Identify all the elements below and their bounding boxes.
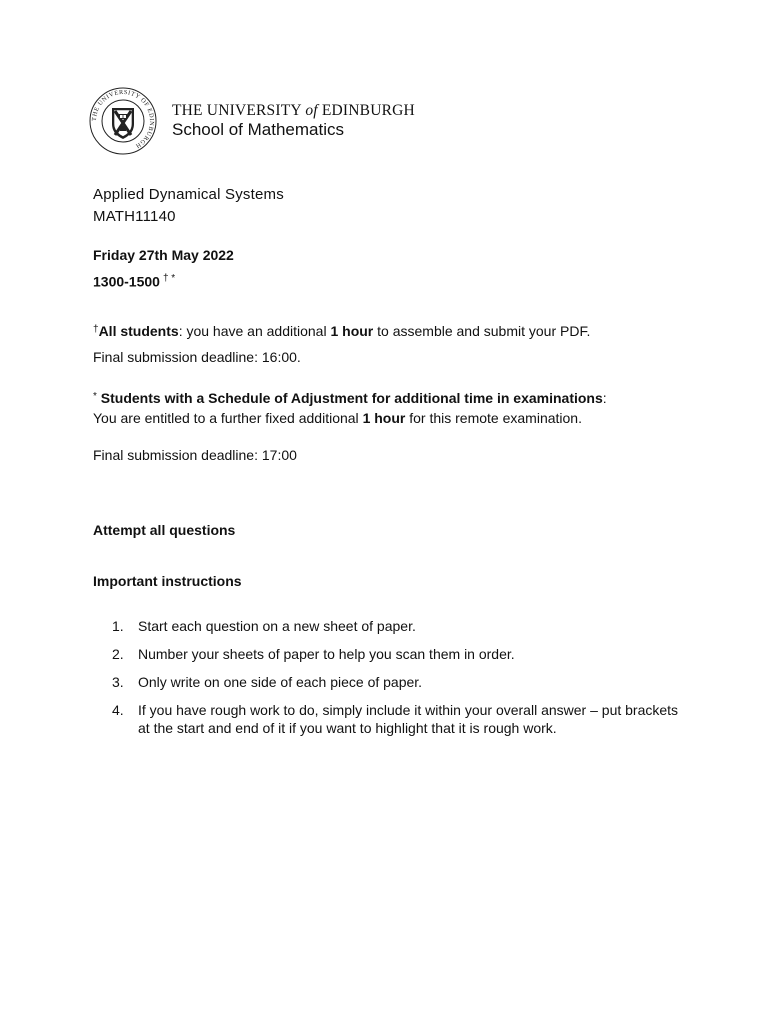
course-title: Applied Dynamical Systems [93, 186, 284, 203]
exam-time-text: 1300-1500 [93, 273, 160, 290]
list-item-text: Only write on one side of each piece of paper. [138, 674, 423, 690]
course-code: MATH11140 [93, 208, 176, 225]
exam-time-marks: † * [162, 273, 176, 284]
university-name-part: EDINBURGH [321, 102, 415, 119]
list-item-number: 1. [112, 618, 124, 634]
university-seal-icon [88, 86, 158, 156]
list-item [112, 617, 692, 635]
all-students-note [93, 320, 590, 341]
list-item [112, 645, 692, 663]
note-text: You are entitled to a further fixed additional [93, 410, 363, 426]
soa-extra-time-bold: 1 hour [362, 410, 406, 426]
list-item-text: Start each question on a new sheet of paper. [138, 618, 416, 634]
soa-label: Students with a Schedule of Adjustment for additional time in examinations [96, 390, 603, 406]
asterisk-mark: * [93, 391, 97, 402]
deadline-standard: Final submission deadline: 16:00. [93, 349, 301, 365]
list-item [112, 701, 692, 737]
soa-body-line [93, 408, 607, 428]
soa-colon: : [602, 390, 607, 406]
exam-date: Friday 27th May 2022 [93, 247, 234, 263]
list-item-number: 2. [112, 646, 124, 662]
attempt-all-heading: Attempt all questions [93, 522, 236, 538]
note-text: to assemble and submit your PDF. [373, 323, 591, 339]
school-name: School of Mathematics [172, 120, 344, 139]
extra-time-bold: 1 hour [330, 323, 374, 339]
list-item-number: 3. [112, 674, 124, 690]
deadline-adjusted: Final submission deadline: 17:00 [93, 447, 297, 463]
exam-time [93, 273, 175, 290]
svg-text:THE UNIVERSITY OF EDINBURGH: THE UNIVERSITY OF EDINBURGH [90, 88, 156, 150]
university-wordmark [172, 102, 415, 140]
note-text: for this remote examination. [405, 410, 582, 426]
note-text: : you have an additional [178, 323, 331, 339]
list-item-text: Number your sheets of paper to help you scan them in order. [138, 646, 515, 662]
soa-note [93, 387, 607, 428]
university-name-part: THE UNIVERSITY [172, 102, 302, 119]
all-students-label: All students [98, 323, 179, 339]
university-name [172, 102, 415, 120]
instructions-list [112, 617, 692, 747]
dagger-mark: † [93, 324, 99, 335]
list-item-text: If you have rough work to do, simply include it within your overall answer – put brackets at the start and end of it if you want to highlight that it is rough work. [138, 702, 679, 736]
list-item-number: 4. [112, 702, 124, 718]
list-item [112, 673, 692, 691]
important-instructions-heading: Important instructions [93, 573, 242, 589]
soa-heading-line [93, 387, 607, 408]
university-name-of: of [305, 102, 318, 119]
university-header [88, 88, 415, 154]
